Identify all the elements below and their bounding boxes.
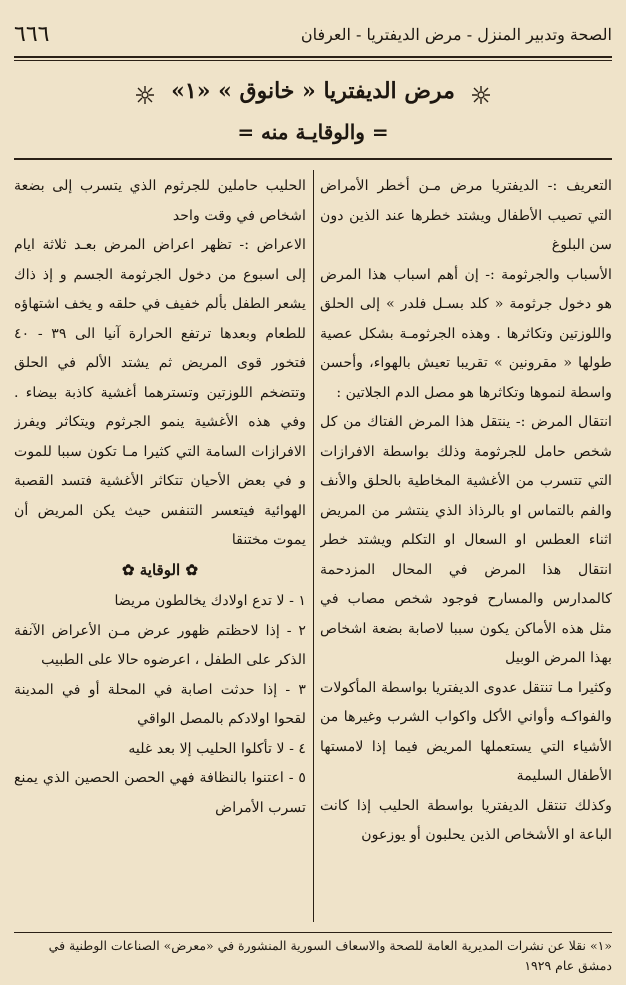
prevention-item: ٤ - لا تأكلوا الحليب إلا بعد غليه [128, 740, 306, 757]
page-number: ٦٦٦ [14, 21, 50, 47]
page-header [14, 12, 612, 58]
article-subtitle: = والوقايـة منه = [237, 120, 389, 144]
symptoms-paragraph: الاعراض :- تظهر اعراض المرض بعـد ثلاثة ايام إلى اسبوع من دخول الجرثومة الجسم و إذ ذاك يشعر الطفل بألم خفيف في حلقه و يخف اشتهاؤه للطعام وبعدها ترتفع الحرارة آنيا الى ٣٩ - ٤٠ فتخور قوى المريض ثم يشتد الألم في الحلق وتتضخم اللوزتين وتسترهما أغشية كاذبة بيضاء . وفي هذه الأغشية ينمو الجرثوم ويتكاثر ويفرز الافرازات السامة التي كثيرا مـا تكون سببا للموت و في بعض الأحيان تتكاثر الأغشية فتسد القصبة الهوائية فيتعسر التنفس حيث يكن المريض أن يموت مختنقا [14, 237, 306, 548]
title-divider [14, 158, 612, 160]
definition-paragraph: التعريف :- الديفتريا مرض مـن أخطر الأمراض التي تصيب الأطفال ويشتد خطرها عند الذين دون سن البلوغ [320, 178, 612, 253]
causes-paragraph: الأسباب والجرثومة :- إن أهم اسباب هذا المرض هو دخول جرثومة « كلد بسـل فلدر » إلى الحلق واللوزتين وتكاثرها . وهذه الجرثومـة بشكل عصية طولها « مقرونين » تقريبا تعيش بالهواء، وأحسن واسطة لنموها وتكاثرها هو مصل الدم الجلاتين : [320, 266, 612, 401]
right-ornament-icon [134, 81, 156, 106]
article-title: مرض الديفتريا « خانوق » «١» [171, 78, 455, 104]
objects-transmission-paragraph: وكثيرا مـا تنتقل عدوى الديفتريا بواسطة المأكولات والفواكـه وأواني الأكل واكواب الشرب وغيرها من الأشياء التي يستعملها المريض فيما إذا لامستها الأطفال السليمة [320, 679, 612, 784]
footnote: «١» نقلا عن نشرات المديرية العامة للصحة والاسعاف السورية المنشورة في «معرض» الصناعات الوطنية في دمشق عام ١٩٢٩ [48, 938, 612, 973]
milk-transmission-paragraph: وكذلك تنتقل الديفتريا بواسطة الحليب إذا كانت الباعة او الأشخاص الذين يحلبون أو يوزعون [320, 797, 612, 843]
prevention-ornament-icon: ✿ [180, 560, 199, 579]
left-ornament-icon [470, 81, 492, 106]
prevention-item: ٣ - إذا حدثت اصابة في المحلة أو في المدينة لقحوا اولادكم بالمصل الواقي [14, 681, 306, 727]
right-column [320, 172, 612, 924]
prevention-heading: ✿ الوقاية ✿ [121, 560, 199, 579]
column-divider [313, 170, 314, 922]
milk-continuation-paragraph: الحليب حاملين للجرثوم الذي يتسرب إلى بضعة اشخاص في وقت واحد [14, 178, 306, 224]
transmission-paragraph: انتقال المرض :- ينتقل هذا المرض الفتاك من كل شخص حامل للجرثومة وذلك بواسطة الافرازات التي تتسرب من الأغشية المخاطية بالحلق والأنف والفم بالتماس او بالرذاذ الذي ينتشر من المريض اثناء العطس او السعال او التكلم ويشتد خطر انتقال هذا المرض في المحال المزدحمة كالمدارس والمسارح فوجود شخص مصاب في مثل هذه الأماكن يكون سببا لاصابة بضعة اشخاص بهذا المرض الوبيل [320, 414, 612, 666]
article-title-block [0, 78, 626, 106]
running-title: الصحة وتدبير المنزل - مرض الديفتريا - العرفان [300, 24, 612, 44]
header-divider [14, 60, 612, 61]
footnote-divider [14, 932, 612, 933]
left-column [14, 172, 306, 924]
prevention-item: ١ - لا تدع اولادك يخالطون مريضا [114, 593, 306, 609]
prevention-item: ٢ - إذا لاحظتم ظهور عرض مـن الأعراض الآنفة الذكر على الطفل ، اعرضوه حالا على الطبيب [14, 622, 306, 668]
prevention-item: ٥ - اعتنوا بالنظافة فهي الحصن الحصين الذي يمنع تسرب الأمراض [14, 770, 306, 816]
